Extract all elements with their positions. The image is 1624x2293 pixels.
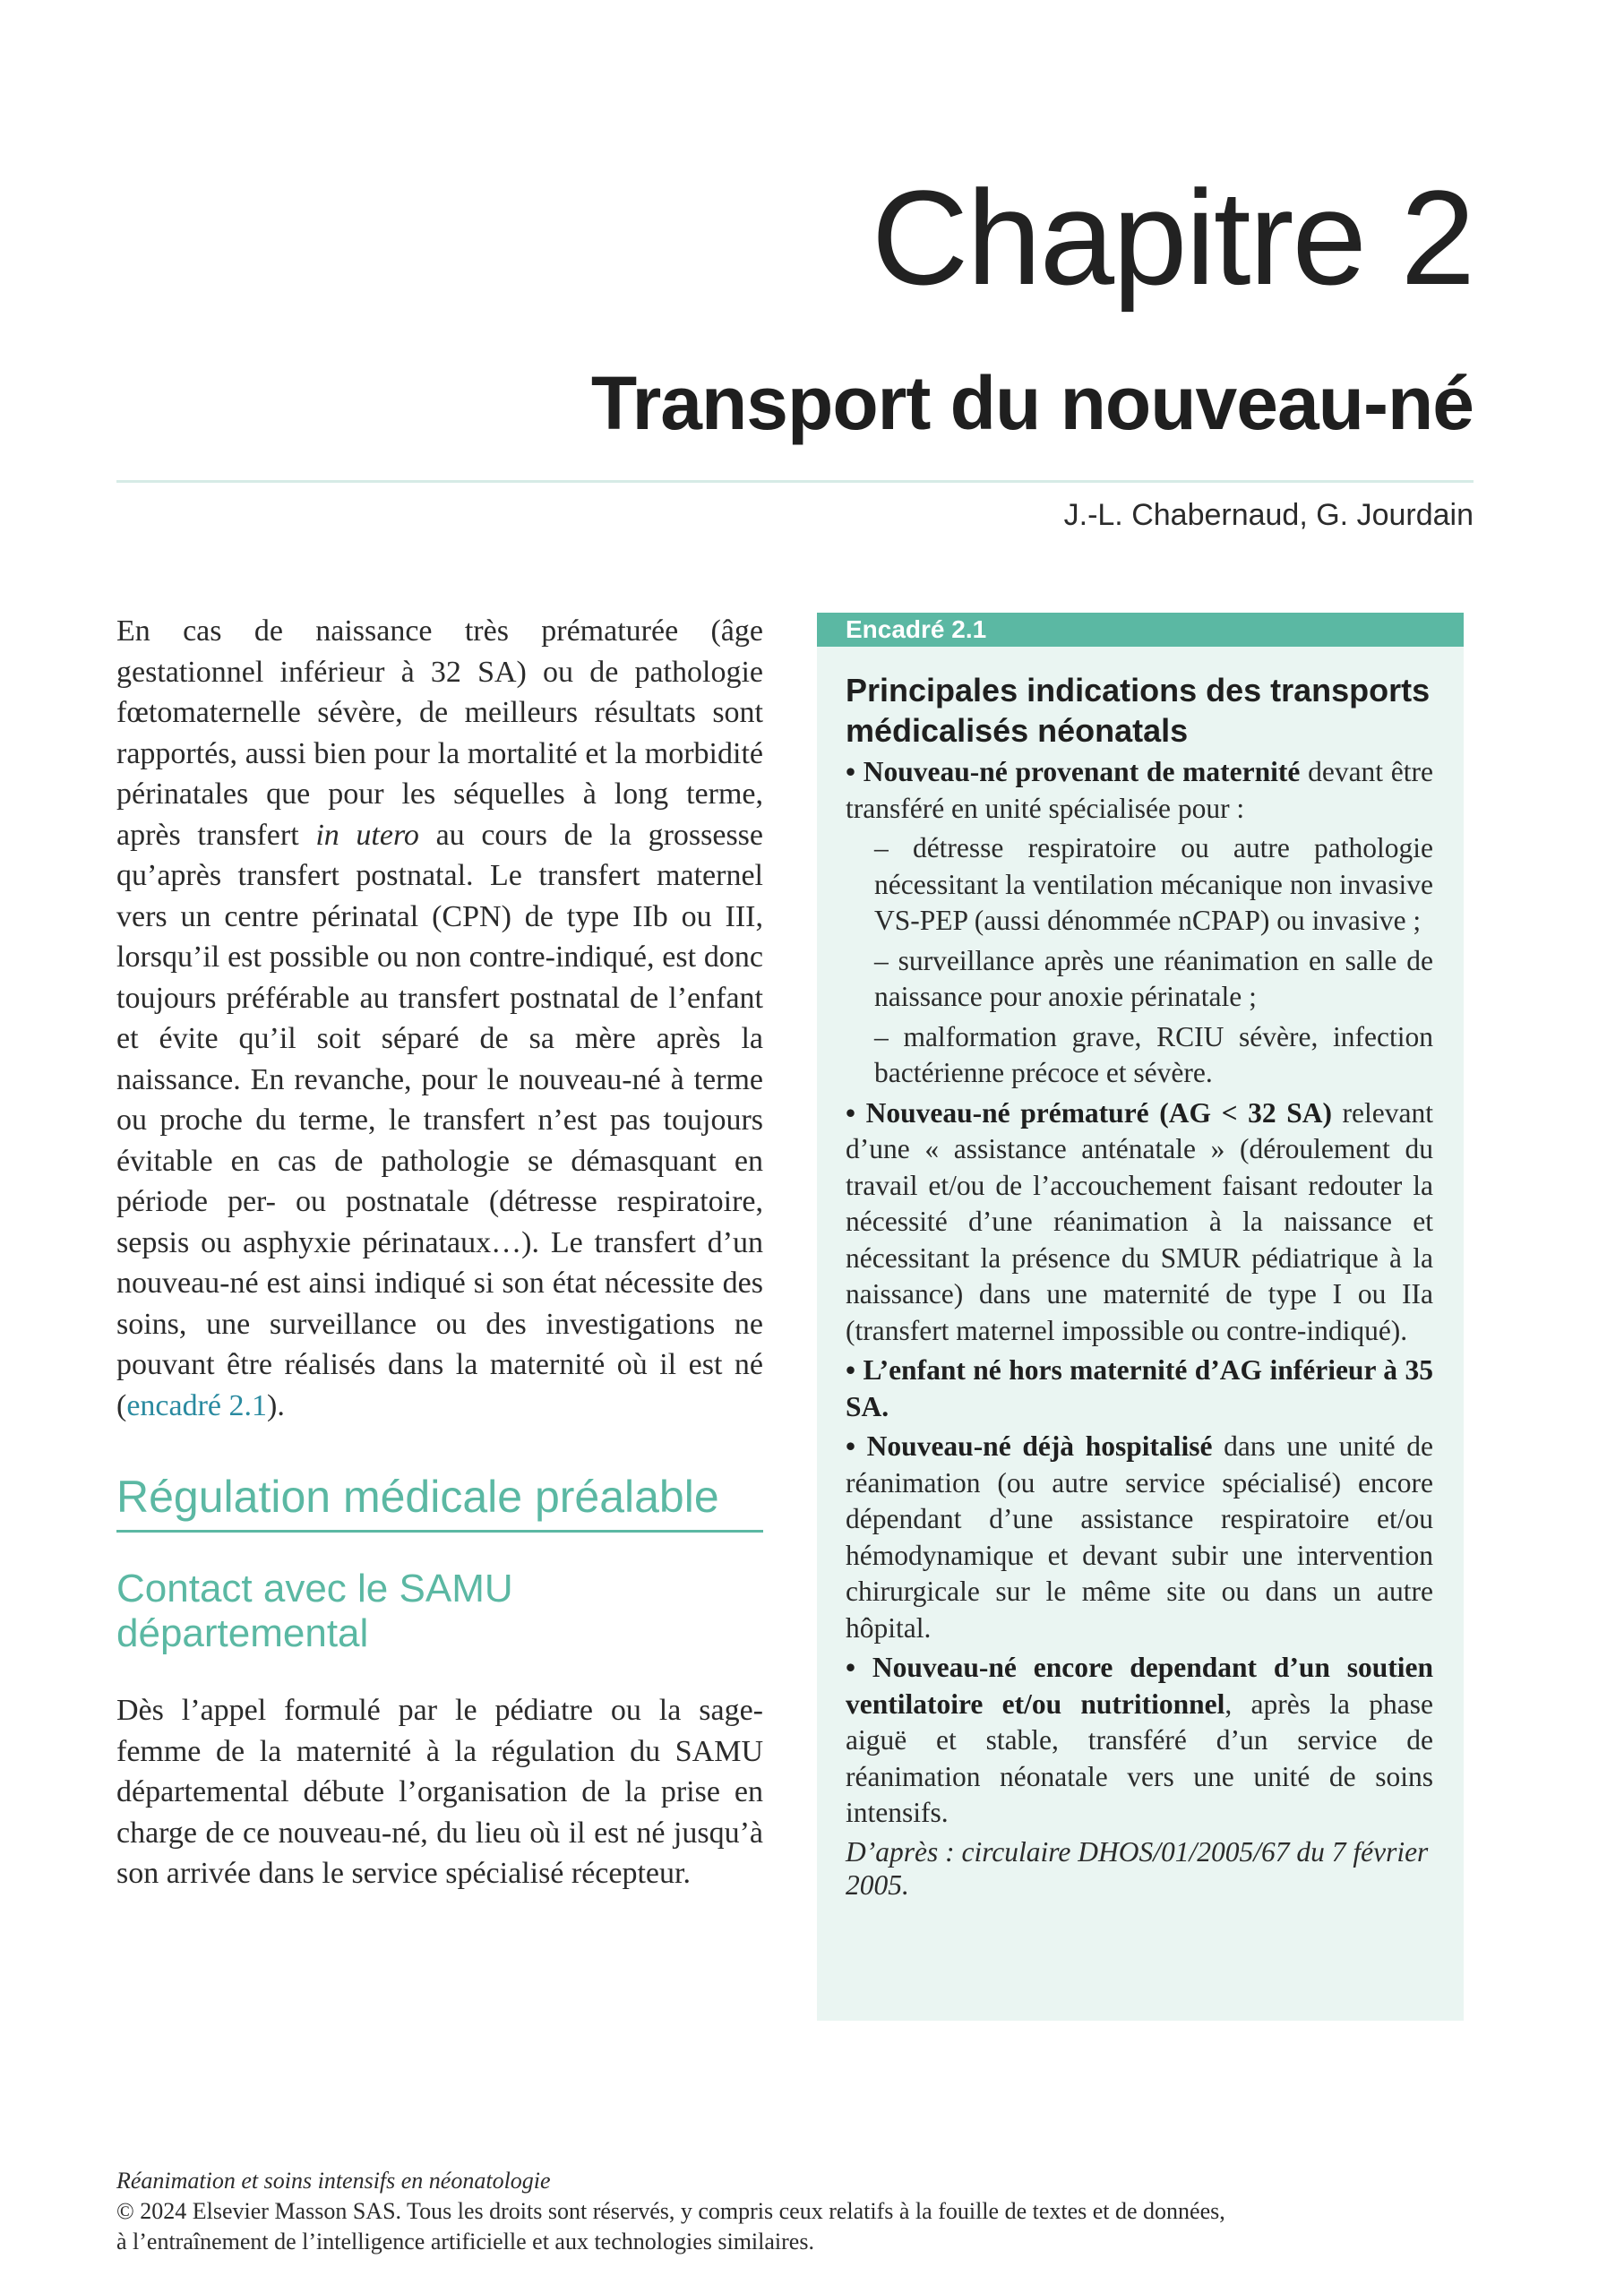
chapter-label: Chapitre 2 [871, 162, 1474, 313]
intro-paragraph [116, 611, 763, 1426]
intro-text-main: au cours de la grossesse qu’après transfert postnatal. Le transfert maternel vers un centre périnatal (CPN) de type IIb ou III, lorsqu’il est possible ou non contre-indiqué, est donc toujours préférable au transfert postnatal de l’enfant et évite qu’il soit séparé de sa mère après la naissance. En revanche, pour le nouveau-né à terme ou proche du terme, le transfert n’est pas toujours évitable en cas de pathologie se démasquant en période per- ou postnatale (détresse respiratoire, sepsis ou asphyxie périnataux…). Le transfert d’un nouveau-né est ainsi indiqué si son état nécessite des soins, une surveillance ou des investigations ne pouvant être réalisés dans la maternité où il est né ( [116, 818, 764, 1422]
box-item-5 [846, 1650, 1433, 1832]
box-label: Encadré 2.1 [817, 613, 1464, 647]
section-paragraph: Dès l’appel formulé par le pédiatre ou la sage-femme de la maternité à la régulation du SAMU départemental débute l’organisation de la prise en charge de ce nouveau-né, du lieu où il est né jusqu’à son arrivée dans le service spécialisé récepteur. [116, 1694, 763, 1890]
box-item-1-text: devant être transféré en unité spécialisée pour : [846, 756, 1433, 824]
box-item-3 [846, 1353, 1433, 1425]
box-subitem-2: – surveillance après une réanimation en salle de naissance pour anoxie périnatale ; [874, 944, 1433, 1012]
box-subitem-1: – détresse respiratoire ou autre pathologie nécessitant la ventilation mécanique non invasive VS-PEP (aussi dénommée nCPAP) ou invasive ; [874, 832, 1433, 936]
box-subitem-3: – malformation grave, RCIU sévère, infection bactérienne précoce et sévère. [874, 1020, 1433, 1088]
intro-in-utero: in utero [315, 818, 419, 852]
box-title: Principales indications des transports médicalisés néonatals [846, 672, 1431, 749]
intro-text-start: En cas de naissance très prématurée (âge gestationnel inférieur à 32 SA) ou de pathologie fœtomaternelle sévère, de meilleurs résultats sont rapportés, aussi bien pour la mortalité et la morbidité périnatales que pour les séquelles à long terme, après transfert [116, 614, 763, 852]
box-item-5-bold: • Nouveau-né encore dependant d’un soutien ventilatoire et/ou nutritionnel [846, 1652, 1433, 1720]
box-item-2 [846, 1095, 1433, 1350]
box-item-4 [846, 1429, 1433, 1646]
box-reference-link[interactable]: encadré 2.1 [126, 1388, 268, 1422]
left-column [116, 611, 763, 1894]
footer-book-title: Réanimation et soins intensifs en néonatologie [116, 2168, 551, 2194]
box-item-1-bold: • Nouveau-né provenant de maternité [846, 756, 1301, 787]
page-footer [116, 2166, 1460, 2257]
box-item-1 [846, 754, 1433, 827]
section-heading: Régulation médicale préalable [116, 1473, 763, 1533]
box-item-4-bold: • Nouveau-né déjà hospitalisé [846, 1430, 1213, 1462]
footer-copyright-line-2: à l’entraînement de l’intelligence artificielle et aux technologies similaires. [116, 2229, 814, 2254]
footer-copyright-line-1: © 2024 Elsevier Masson SAS. Tous les droits sont réservés, y compris ceux relatifs à la fouille de textes et de données, [116, 2198, 1225, 2224]
chapter-title: Transport du nouveau-né [590, 361, 1474, 445]
info-box [817, 613, 1464, 2021]
box-item-2-text: relevant d’une « assistance anténatale » (déroulement du travail et/ou de l’accouchement faisant redouter la nécessité d’une réanimation à la naissance et nécessitant la présence du SMUR pédiatrique à la naissance) dans une maternité de type I ou IIa (transfert maternel impossible ou contre-indiqué). [846, 1096, 1433, 1346]
box-source: D’après : circulaire DHOS/01/2005/67 du 7 février 2005. [846, 1835, 1429, 1901]
box-item-3-bold: • L’enfant né hors maternité d’AG inférieur à 35 SA. [846, 1354, 1433, 1422]
box-item-2-bold: • Nouveau-né prématuré (AG < 32 SA) [846, 1096, 1332, 1129]
title-rule [116, 480, 1474, 483]
box-item-4-text: dans une unité de réanimation (ou autre service spécialisé) encore dépendant d’une assistance respiratoire et/ou hémodynamique et devant subir une intervention chirurgicale sur le même site ou dans un autre hôpital. [846, 1430, 1433, 1644]
intro-text-end: ). [267, 1388, 285, 1422]
chapter-authors: J.-L. Chabernaud, G. Jourdain [1063, 498, 1474, 532]
box-item-5-text: , après la phase aiguë et stable, transféré d’un service de réanimation néonatale vers une unité de soins intensifs. [846, 1688, 1433, 1828]
subsection-heading: Contact avec le SAMU départemental [116, 1567, 513, 1655]
